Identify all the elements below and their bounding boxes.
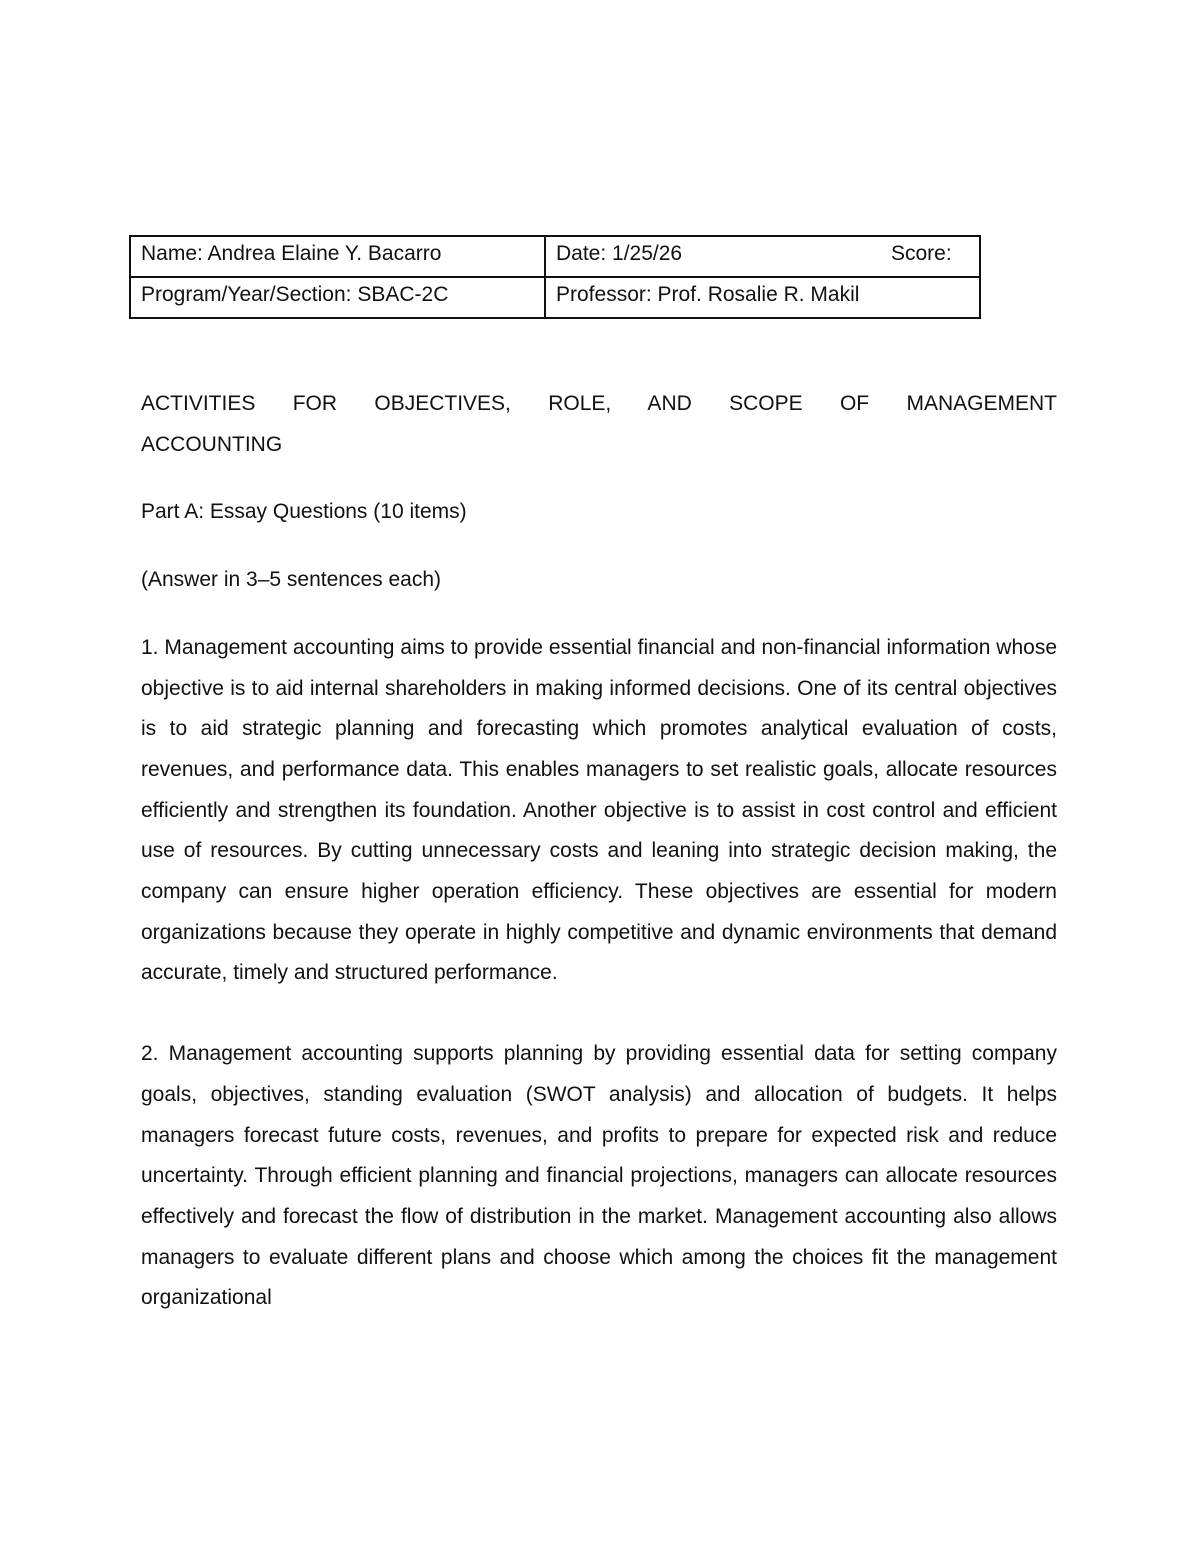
title-line-2: ACCOUNTING <box>141 432 283 456</box>
answer-1: 1. Management accounting aims to provide essential financial and non-financial information whose objective is to aid internal shareholders in making informed decisions. One of its central objectives is to aid strategic planning and forecasting which promotes analytical evaluation of costs, revenues, and performance data. This enables managers to set realistic goals, allocate resources efficiently and strengthen its foundation. Another objective is to assist in cost control and efficient use of resources. By cutting unnecessary costs and leaning into strategic decision making, the company can ensure higher operation efficiency. These objectives are essential for modern organizations because they operate in highly competitive and dynamic environments that demand accurate, timely and structured performance. <box>141 635 1057 985</box>
score-label: Score: <box>891 242 952 265</box>
part-heading: Part A: Essay Questions (10 items) <box>141 500 467 524</box>
info-row-2 <box>130 277 980 318</box>
date-score-wrap <box>556 237 969 271</box>
professor-cell: Professor: Prof. Rosalie R. Makil <box>545 277 980 318</box>
answer-2: 2. Management accounting supports planning by providing essential data for setting company goals, objectives, standing evaluation (SWOT analysis) and allocation of budgets. It helps managers forecast future costs, revenues, and profits to prepare for expected risk and reduce uncertainty. Through efficient planning and financial projections, managers can allocate resources effectively and forecast the flow of distribution in the market. Management accounting also allows managers to evaluate different plans and choose which among the choices fit the management organizational <box>141 1042 1057 1310</box>
date-score-cell <box>545 236 980 277</box>
instructions: (Answer in 3–5 sentences each) <box>141 568 441 592</box>
document-body <box>141 384 1057 1319</box>
student-info-table <box>129 235 981 319</box>
name-cell: Name: Andrea Elaine Y. Bacarro <box>130 236 545 277</box>
info-row-1 <box>130 236 980 277</box>
program-cell: Program/Year/Section: SBAC-2C <box>130 277 545 318</box>
date-text: Date: 1/25/26 <box>556 242 683 265</box>
title-line-1: ACTIVITIES FOR OBJECTIVES, ROLE, AND SCOPE OF MANAGEMENT <box>141 392 1057 415</box>
